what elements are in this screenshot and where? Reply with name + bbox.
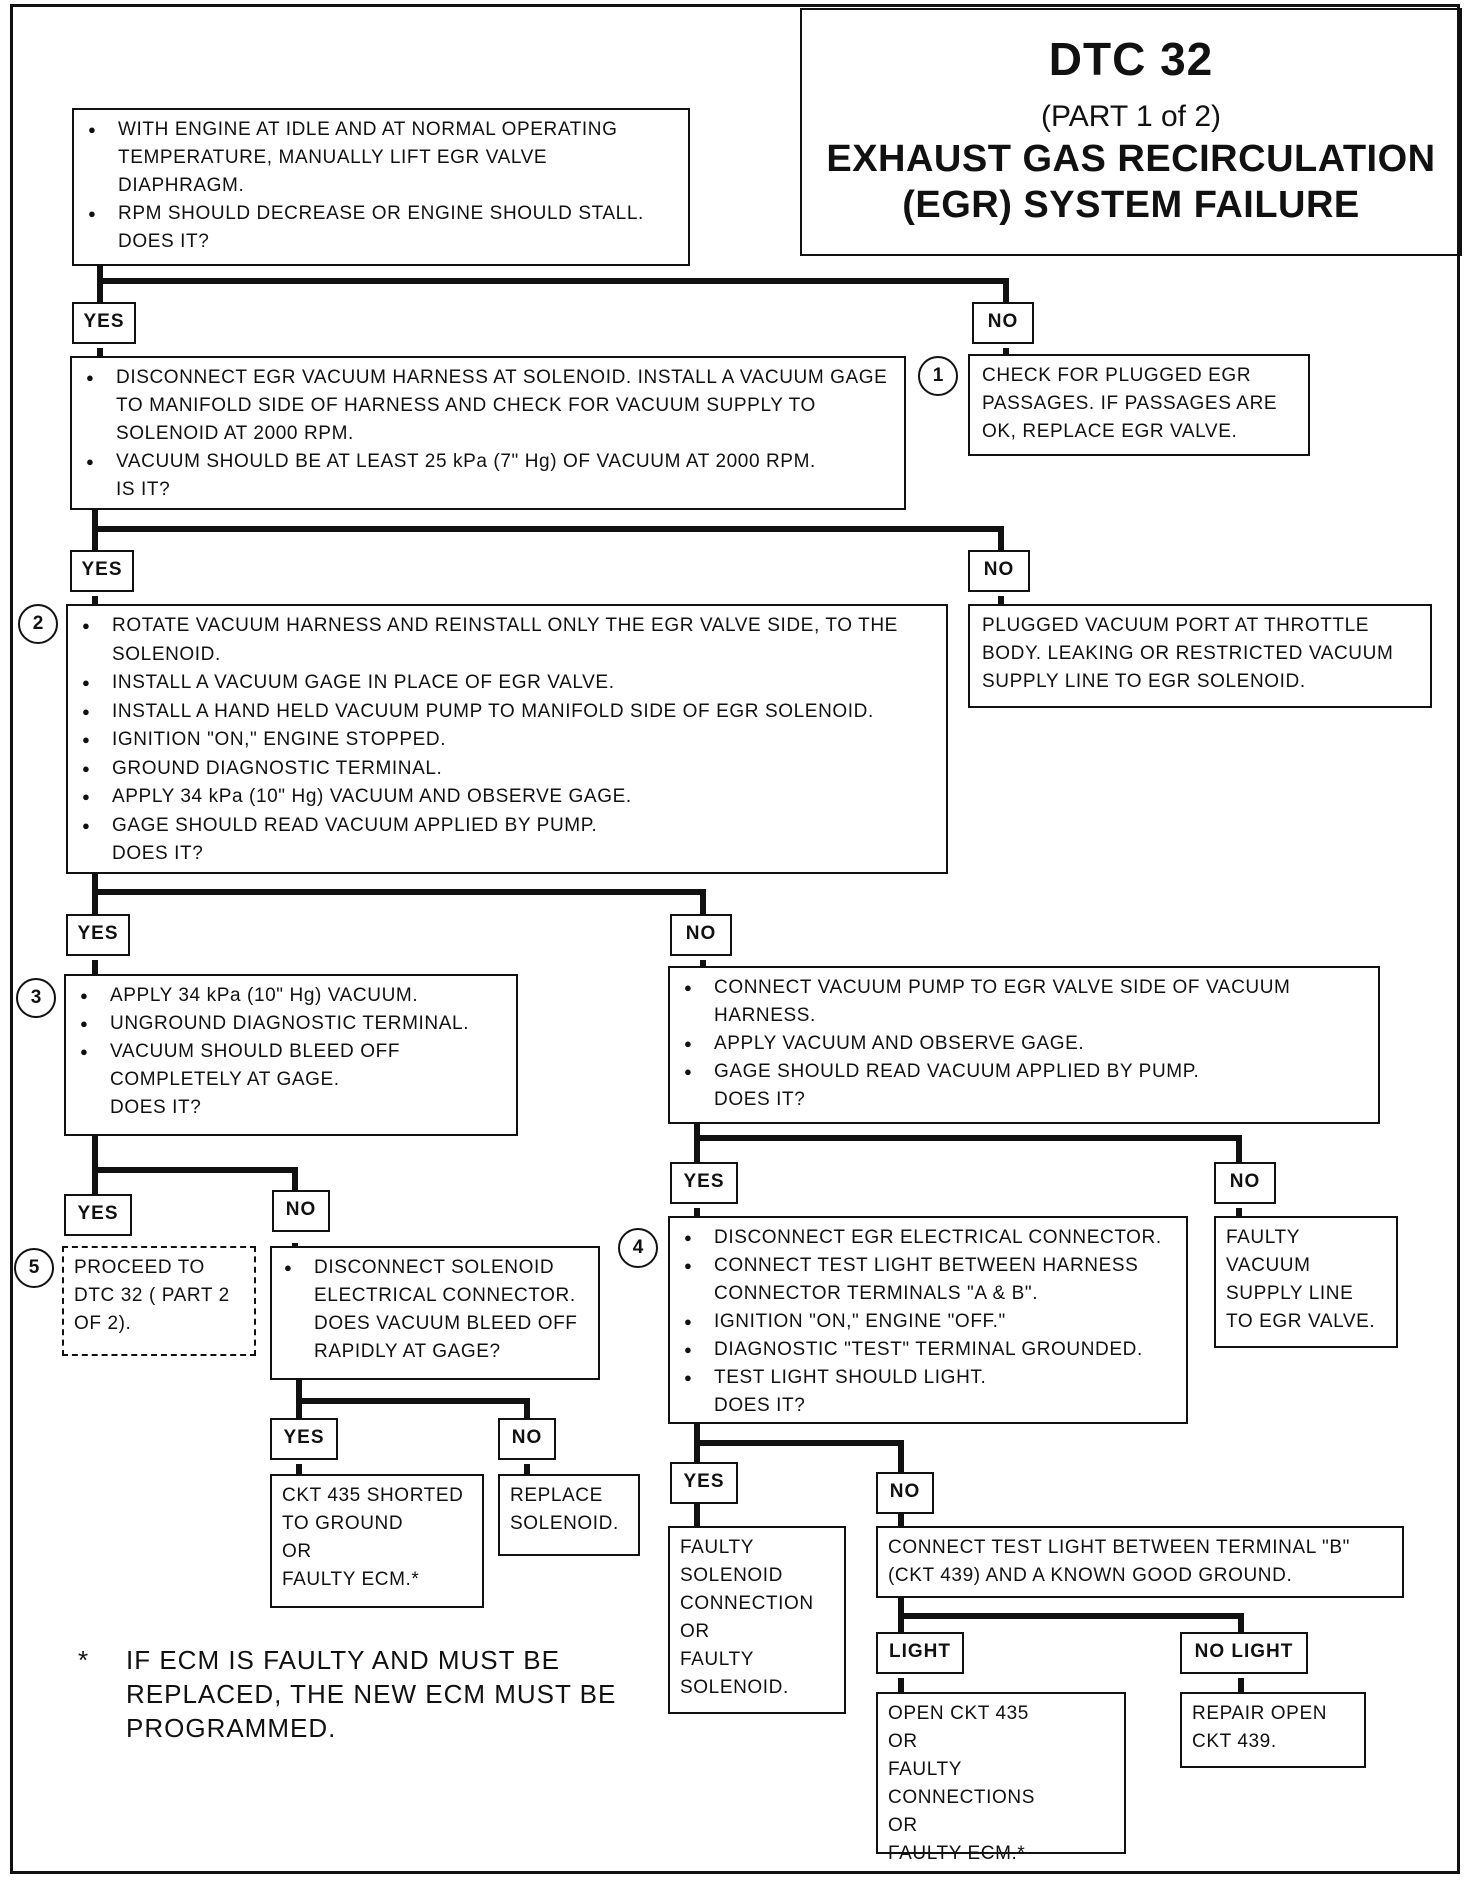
- result-line: PROCEED TO: [74, 1257, 205, 1278]
- step-4-yes-label: YES: [64, 1194, 132, 1236]
- step-6-bullet: ● DIAGNOSTIC "TEST" TERMINAL GROUNDED.: [684, 1336, 1176, 1364]
- step-5-bullet: ● GAGE SHOULD READ VACUUM APPLIED BY PUMP.: [684, 1058, 1368, 1086]
- step-4-no-yes-result: [270, 1474, 484, 1608]
- result-line: REPAIR OPEN: [1192, 1703, 1328, 1724]
- step-1-yes-label: YES: [72, 302, 136, 344]
- step-2-question: IS IT?: [116, 479, 171, 500]
- result-line: DTC 32 ( PART 2: [74, 1285, 230, 1306]
- connector-line: [694, 1424, 700, 1464]
- step-1-bullet: ● WITH ENGINE AT IDLE AND AT NORMAL OPERATING TEMPERATURE, MANUALLY LIFT EGR VALVE DIAPHRAGM.: [88, 116, 678, 200]
- result-line: CKT 435 SHORTED: [282, 1485, 464, 1506]
- result-line: OR: [888, 1731, 918, 1752]
- step-2-no-result: PLUGGED VACUUM PORT AT THROTTLE BODY. LEAKING OR RESTRICTED VACUUM SUPPLY LINE TO EGR SOLENOID.: [968, 604, 1432, 708]
- step-3-question: DOES IT?: [112, 843, 204, 864]
- step-2-box: [70, 356, 906, 510]
- result-line: CKT 439.: [1192, 1731, 1277, 1752]
- step-2-yes-label: YES: [70, 550, 134, 592]
- step-6-bullet: ● DISCONNECT EGR ELECTRICAL CONNECTOR.: [684, 1224, 1176, 1252]
- step-number-5: 5: [14, 1248, 54, 1288]
- step-4-bullet: ● UNGROUND DIAGNOSTIC TERMINAL.: [80, 1010, 506, 1038]
- footnote-asterisk: *: [78, 1645, 90, 1675]
- step-4-yes-result: [62, 1246, 256, 1356]
- step-1-no-result: CHECK FOR PLUGGED EGR PASSAGES. IF PASSAGES ARE OK, REPLACE EGR VALVE.: [968, 354, 1310, 456]
- result-line: SUPPLY LINE: [1226, 1283, 1354, 1304]
- step-6-yes-label: YES: [670, 1462, 738, 1504]
- step-3-box: [66, 604, 948, 874]
- step-3-bullet: ● INSTALL A VACUUM GAGE IN PLACE OF EGR VALVE.: [82, 669, 936, 698]
- step-3-no-label: NO: [670, 914, 732, 956]
- step-4-no-no-result: [498, 1474, 640, 1556]
- result-line: TO GROUND: [282, 1513, 404, 1534]
- step-6-bullet: ● CONNECT TEST LIGHT BETWEEN HARNESS CONNECTOR TERMINALS "A & B".: [684, 1252, 1176, 1308]
- result-line: SOLENOID.: [680, 1677, 789, 1698]
- result-line: CONNECTION: [680, 1593, 814, 1614]
- connector-line: [694, 1504, 700, 1528]
- result-line: FAULTY CONNECTIONS: [888, 1759, 1035, 1808]
- connector-line: [898, 1613, 1244, 1619]
- step-number-3: 3: [16, 978, 56, 1018]
- connector-line: [92, 889, 706, 895]
- step-5-no-label: NO: [1214, 1162, 1276, 1204]
- result-line: TO EGR VALVE.: [1226, 1311, 1376, 1332]
- connector-line: [694, 1440, 904, 1446]
- step-3-bullet: ● GAGE SHOULD READ VACUUM APPLIED BY PUMP.: [82, 812, 936, 841]
- step-6-question: DOES IT?: [714, 1395, 806, 1416]
- step-number-2: 2: [18, 604, 58, 644]
- step-3-yes-label: YES: [66, 914, 130, 956]
- title-line-2: (EGR) SYSTEM FAILURE: [902, 184, 1360, 226]
- light-result: [876, 1692, 1126, 1864]
- step-6-bullet: ● IGNITION "ON," ENGINE "OFF.": [684, 1308, 1176, 1336]
- step-5-box: [668, 966, 1380, 1124]
- step-4-bullet: ● VACUUM SHOULD BLEED OFF COMPLETELY AT GAGE.: [80, 1038, 506, 1094]
- step-5-question: DOES IT?: [714, 1089, 806, 1110]
- step-6-box: [668, 1216, 1188, 1424]
- step-4-no-box: [270, 1246, 600, 1380]
- step-1-question: DOES IT?: [118, 231, 210, 252]
- result-line: OR: [680, 1621, 710, 1642]
- result-line: FAULTY ECM.*: [888, 1843, 1026, 1864]
- footnote-text: IF ECM IS FAULTY AND MUST BE REPLACED, THE NEW ECM MUST BE PROGRAMMED.: [126, 1645, 617, 1743]
- step-3-bullet: ● APPLY 34 kPa (10" Hg) VACUUM AND OBSERVE GAGE.: [82, 783, 936, 812]
- result-line: SOLENOID.: [510, 1513, 619, 1534]
- step-3-bullet: ● GROUND DIAGNOSTIC TERMINAL.: [82, 755, 936, 784]
- step-3-bullet: ● ROTATE VACUUM HARNESS AND REINSTALL ONLY THE EGR VALVE SIDE, TO THE SOLENOID.: [82, 612, 936, 669]
- step-6-yes-result: [668, 1526, 846, 1714]
- title-part: (PART 1 of 2): [1040, 100, 1222, 133]
- result-line: FAULTY: [680, 1649, 754, 1670]
- step-3-bullet: ● IGNITION "ON," ENGINE STOPPED.: [82, 726, 936, 755]
- result-line: FAULTY: [680, 1537, 754, 1558]
- step-6-bullet: ● TEST LIGHT SHOULD LIGHT.: [684, 1364, 1176, 1392]
- connector-line: [1236, 1208, 1242, 1216]
- connector-line: [92, 526, 1004, 532]
- step-1-bullet: ● RPM SHOULD DECREASE OR ENGINE SHOULD STALL.: [88, 200, 678, 228]
- connector-line: [694, 1208, 700, 1216]
- step-4-question: DOES IT?: [110, 1097, 202, 1118]
- light-label: LIGHT: [876, 1632, 964, 1674]
- step-2-bullet: ● VACUUM SHOULD BE AT LEAST 25 kPa (7" Hg) OF VACUUM AT 2000 RPM.: [86, 448, 894, 476]
- step-4-no-bullet: ● DISCONNECT SOLENOID ELECTRICAL CONNECTOR. DOES VACUUM BLEED OFF RAPIDLY AT GAGE?: [284, 1254, 588, 1366]
- step-5-bullet: ● APPLY VACUUM AND OBSERVE GAGE.: [684, 1030, 1368, 1058]
- result-line: OF 2).: [74, 1313, 132, 1334]
- step-6-no-box: CONNECT TEST LIGHT BETWEEN TERMINAL "B" (CKT 439) AND A KNOWN GOOD GROUND.: [876, 1526, 1404, 1598]
- step-1-no-label: NO: [972, 302, 1034, 344]
- step-2-bullet: ● DISCONNECT EGR VACUUM HARNESS AT SOLENOID. INSTALL A VACUUM GAGE TO MANIFOLD SIDE OF HARNESS AND CHECK FOR VACUUM SUPPLY TO SOLENOID AT 2000 RPM.: [86, 364, 894, 448]
- step-1-box: [72, 108, 690, 266]
- connector-line: [296, 1398, 530, 1404]
- step-4-no-yes-label: YES: [270, 1418, 338, 1460]
- result-line: OR: [282, 1541, 312, 1562]
- no-light-result: [1180, 1692, 1366, 1768]
- connector-line: [97, 278, 1009, 284]
- step-5-bullet: ● CONNECT VACUUM PUMP TO EGR VALVE SIDE OF VACUUM HARNESS.: [684, 974, 1368, 1030]
- result-line: FAULTY ECM.*: [282, 1569, 420, 1590]
- step-5-yes-label: YES: [670, 1162, 738, 1204]
- connector-line: [898, 1440, 904, 1474]
- step-2-no-label: NO: [968, 550, 1030, 592]
- step-6-no-label: NO: [876, 1472, 934, 1514]
- step-4-no-label: NO: [272, 1190, 330, 1232]
- result-line: OPEN CKT 435: [888, 1703, 1029, 1724]
- result-line: OR: [888, 1815, 918, 1836]
- result-line: REPLACE: [510, 1485, 603, 1506]
- step-3-bullet: ● INSTALL A HAND HELD VACUUM PUMP TO MANIFOLD SIDE OF EGR SOLENOID.: [82, 698, 936, 727]
- step-5-no-result: [1214, 1216, 1398, 1348]
- no-light-label: NO LIGHT: [1180, 1632, 1308, 1674]
- step-4-bullet: ● APPLY 34 kPa (10" Hg) VACUUM.: [80, 982, 506, 1010]
- result-line: VACUUM: [1226, 1255, 1311, 1276]
- title-code: DTC 32: [1048, 33, 1214, 85]
- result-line: FAULTY: [1226, 1227, 1300, 1248]
- result-line: SOLENOID: [680, 1565, 783, 1586]
- step-4-box: [64, 974, 518, 1136]
- step-number-4: 4: [618, 1228, 658, 1268]
- connector-line: [694, 1135, 1242, 1141]
- connector-line: [92, 1167, 298, 1173]
- step-4-no-no-label: NO: [498, 1418, 556, 1460]
- title-line-1: EXHAUST GAS RECIRCULATION: [826, 138, 1436, 180]
- title-block: [800, 8, 1462, 256]
- connector-line: [92, 960, 98, 974]
- step-number-1: 1: [918, 356, 958, 396]
